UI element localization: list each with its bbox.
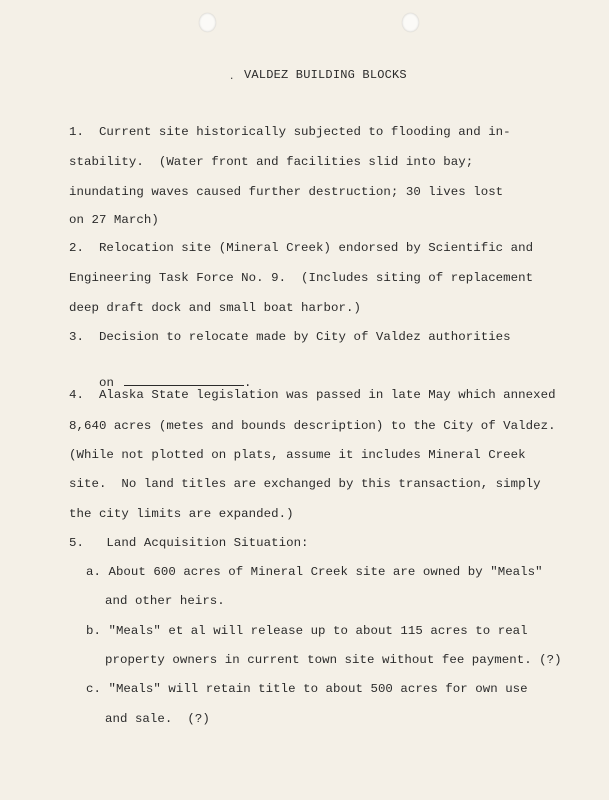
item-4-line-2: 8,640 acres (metes and bounds description) to the City of Valdez.: [69, 419, 556, 433]
item-4-line-3: (While not plotted on plats, assume it includes Mineral Creek: [69, 448, 526, 462]
item-5c-line-2: and sale. (?): [105, 712, 210, 726]
item-1-line-4: on 27 March): [69, 213, 159, 227]
date-blank-line: [124, 374, 244, 386]
item-4-line-1: 4. Alaska State legislation was passed in late May which annexed: [69, 388, 556, 402]
item-3-line-1: 3. Decision to relocate made by City of Valdez authorities: [69, 330, 511, 344]
punch-hole-right: [402, 13, 419, 32]
item-1-line-2: stability. (Water front and facilities slid into bay;: [69, 155, 474, 169]
item-1-line-3: inundating waves caused further destruction; 30 lives lost: [69, 185, 504, 199]
item-5b-line-1: b. "Meals" et al will release up to about 115 acres to real: [86, 624, 528, 638]
item-5a-line-1: a. About 600 acres of Mineral Creek site are owned by "Meals": [86, 565, 543, 579]
item-1-line-1: 1. Current site historically subjected to flooding and in-: [69, 125, 511, 139]
item-3-period: .: [243, 376, 252, 390]
item-5b-line-2: property owners in current town site without fee payment. (?): [105, 653, 562, 667]
item-4-line-4: site. No land titles are exchanged by this transaction, simply: [69, 477, 541, 491]
item-2-line-2: Engineering Task Force No. 9. (Includes siting of replacement: [69, 271, 534, 285]
item-5a-line-2: and other heirs.: [105, 594, 225, 608]
item-2-line-3: deep draft dock and small boat harbor.): [69, 301, 361, 315]
item-2-line-1: 2. Relocation site (Mineral Creek) endorsed by Scientific and: [69, 241, 534, 255]
item-4-line-5: the city limits are expanded.): [69, 507, 294, 521]
stray-mark: .: [229, 72, 235, 82]
item-5-heading: 5. Land Acquisition Situation:: [69, 536, 309, 550]
item-5c-line-1: c. "Meals" will retain title to about 500 acres for own use: [86, 682, 528, 696]
punch-hole-left: [199, 13, 216, 32]
document-title: VALDEZ BUILDING BLOCKS: [244, 68, 407, 82]
item-3-on-label: on: [98, 376, 114, 390]
